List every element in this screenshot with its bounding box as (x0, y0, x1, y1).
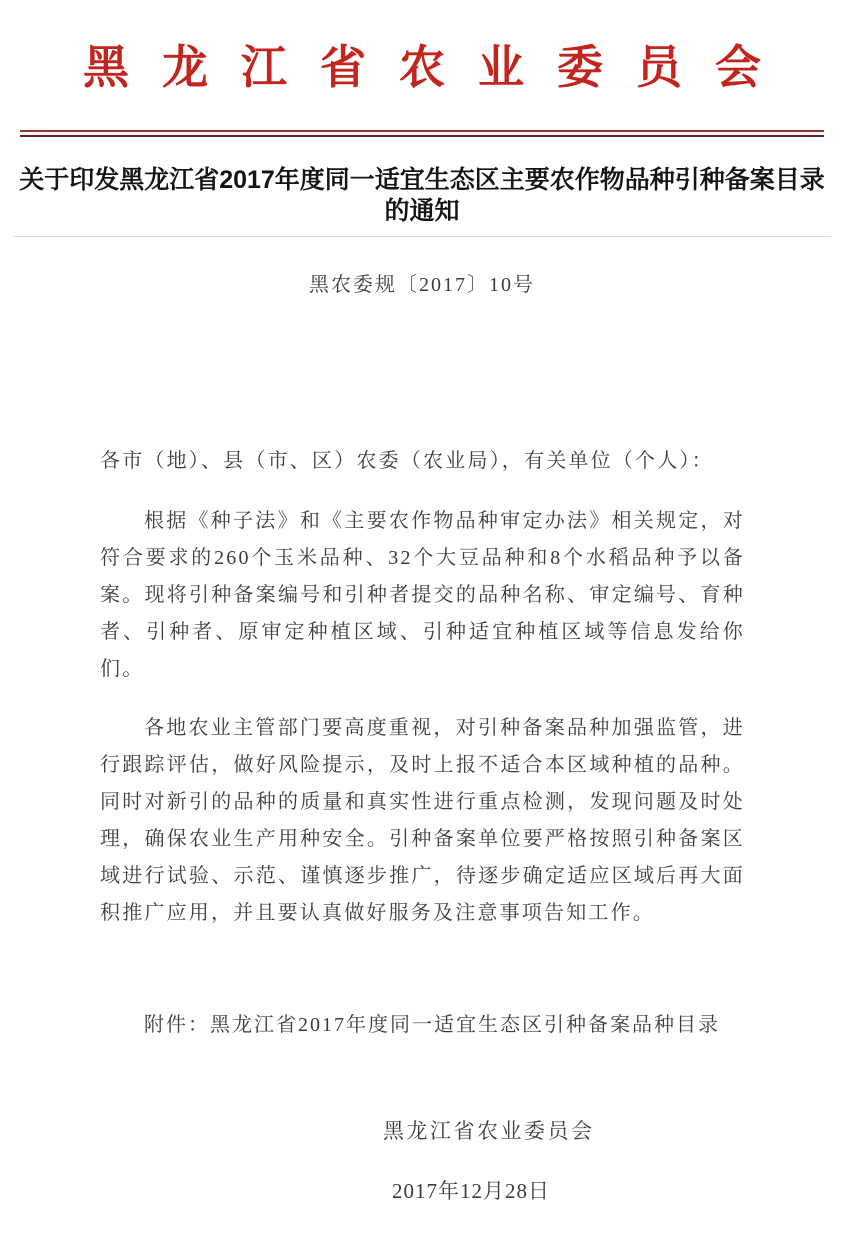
document-body (0, 443, 844, 1044)
attachment-line: 附件：黑龙江省2017年度同一适宜生态区引种备案品种目录 (144, 1014, 720, 1036)
document-number: 黑农委规〔2017〕10号 (309, 274, 535, 296)
body-paragraph-2: 各地农业主管部门要高度重视，对引种备案品种加强监管，进行跟踪评估，做好风险提示，及时上报不适合本区域种植的品种。同时对新引的品种的质量和真实性进行重点检测，发现问题及时处理，确保农业生产用种安全。引种备案单位要严格按照引种备案区域进行试验、示范、谨慎逐步推广，待逐步确定适应区域后再大面积推广应用，并且要认真做好服务及注意事项告知工作。 (100, 717, 745, 924)
salutation-line: 各市（地）、县（市、区）农委（农业局），有关单位（个人）： (100, 450, 714, 472)
masthead-double-rule (20, 130, 824, 137)
body-paragraph-1: 根据《种子法》和《主要农作物品种审定办法》相关规定，对符合要求的260个玉米品种、32个大豆品种和8个水稻品种予以备案。现将引种备案编号和引种者提交的品种名称、审定编号、育种者、引种者、原审定种植区域、引种适宜种植区域等信息发给你们。 (100, 510, 745, 680)
document-header (0, 42, 844, 137)
issue-date: 2017年12月28日 (392, 1179, 550, 1203)
title-thin-rule (13, 236, 831, 237)
document-title: 关于印发黑龙江省2017年度同一适宜生态区主要农作物品种引种备案目录的通知 (19, 166, 825, 225)
issuer-signature: 黑龙江省农业委员会 (383, 1119, 595, 1143)
document-footer (0, 1117, 844, 1205)
agency-masthead: 黑龙江省农业委员会 (83, 42, 794, 93)
